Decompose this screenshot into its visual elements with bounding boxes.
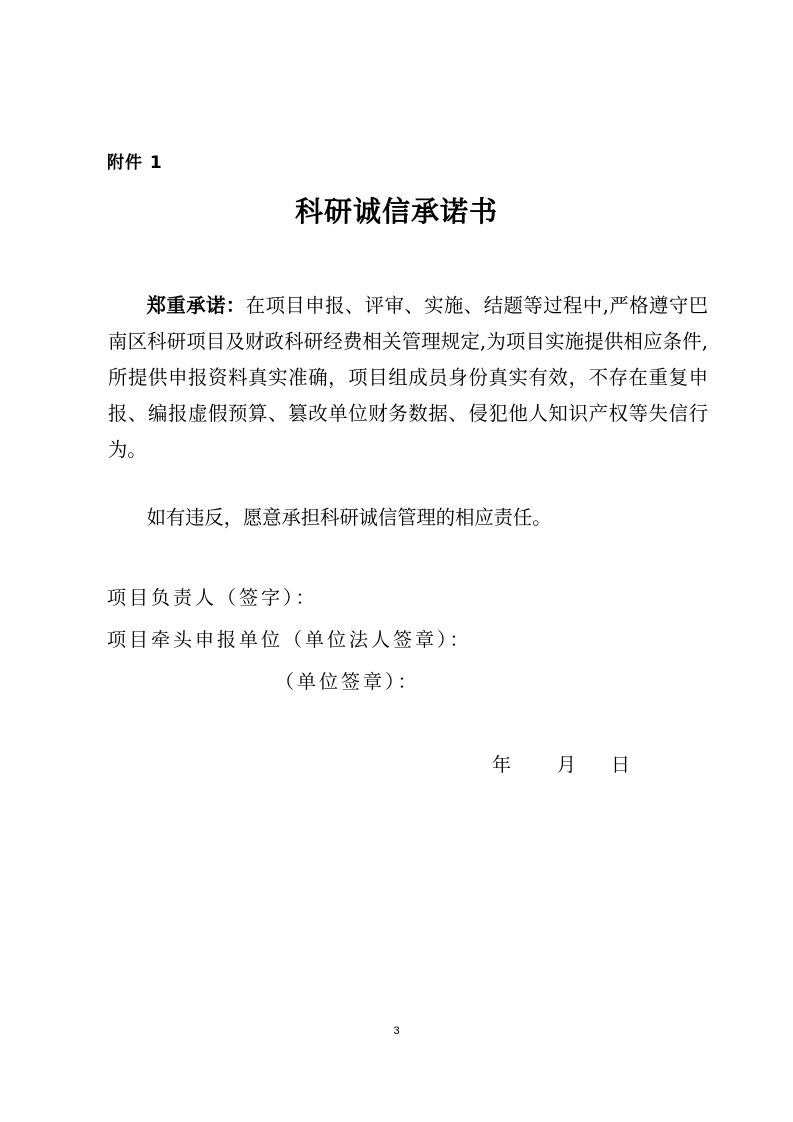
attachment-label: 附件 1 (107, 153, 163, 173)
violation-paragraph: 如有违反，愿意承担科研诚信管理的相应责任。 (146, 506, 552, 529)
page-number: 3 (393, 1025, 400, 1037)
document-title: 科研诚信承诺书 (294, 195, 498, 228)
commitment-body: 在项目申报、评审、实施、结题等过程中,严格遵守巴南区科研项目及财政科研经费相关管理规定,为项目实施提供相应条件,所提供申报资料真实准确，项目组成员身份真实有效，不存在重复申报、编报虚假预算、篡改单位财务数据、侵犯他人知识产权等失信行为。 (108, 294, 708, 461)
leader-signature-line: 项目负责人（签字）： (107, 587, 318, 609)
date-month-label: 月 (557, 754, 577, 776)
commitment-paragraph (108, 288, 708, 468)
date-year-label: 年 (492, 754, 512, 776)
commitment-lead: 郑重承诺： (146, 294, 246, 317)
unit-seal-line: （单位签章）： (275, 671, 420, 693)
date-day-label: 日 (611, 754, 631, 776)
unit-legal-signature-line: 项目牵头申报单位（单位法人签章）： (107, 629, 472, 651)
